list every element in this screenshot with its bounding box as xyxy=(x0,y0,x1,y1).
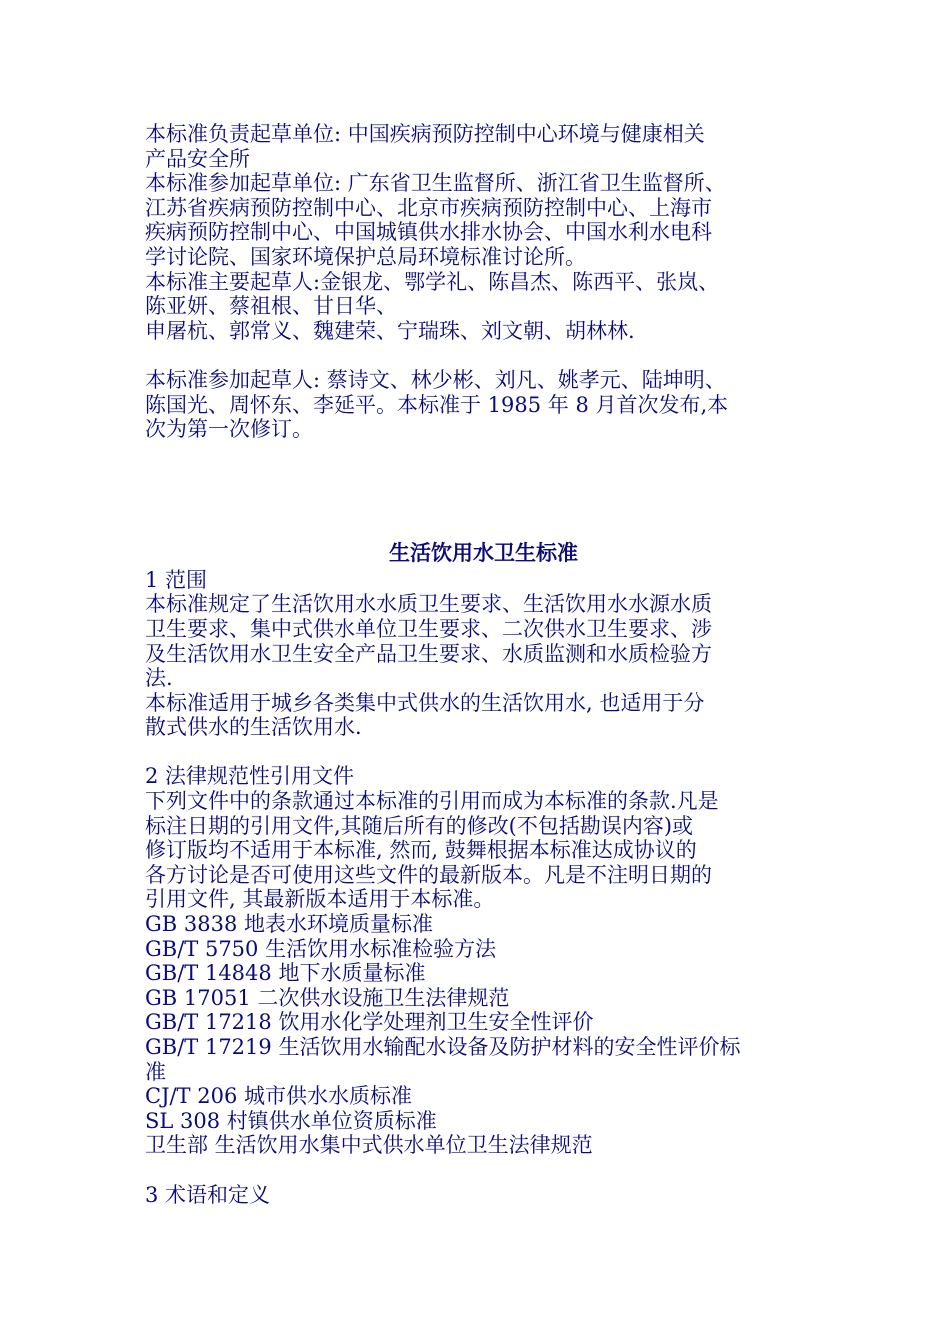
text-line: 准 xyxy=(145,1059,166,1084)
text-line: 标注日期的引用文件,其随后所有的修改(不包括勘误内容)或 xyxy=(145,813,694,838)
text-line: 申屠杭、郭常义、魏建荣、宁瑞珠、刘文朝、胡林林. xyxy=(145,318,635,343)
text-line: GB 17051 二次供水设施卫生法律规范 xyxy=(145,985,510,1010)
text-line: 次为第一次修订。 xyxy=(145,417,313,442)
text-line: 本标准适用于城乡各类集中式供水的生活饮用水, 也适用于分 xyxy=(145,690,705,715)
text-line: 陈亚妍、蔡祖根、甘日华、 xyxy=(145,294,397,319)
blank-line xyxy=(145,1158,817,1183)
blank-line xyxy=(145,343,817,368)
text-line: 修订版均不适用于本标准, 然而, 鼓舞根据本标准达成协议的 xyxy=(145,838,697,863)
text-line: 江苏省疾病预防控制中心、北京市疾病预防控制中心、上海市 xyxy=(145,195,712,220)
preface-section xyxy=(145,122,817,442)
text-line: 2 法律规范性引用文件 xyxy=(145,764,355,789)
text-line: 3 术语和定义 xyxy=(145,1182,271,1207)
text-line: 本标准参加起草单位: 广东省卫生监督所、浙江省卫生监督所、 xyxy=(145,171,726,196)
text-line: 法. xyxy=(145,666,173,691)
text-line: 本标准参加起草人: 蔡诗文、林少彬、刘凡、姚孝元、陆坤明、 xyxy=(145,367,726,392)
text-line: GB/T 17219 生活饮用水输配水设备及防护材料的安全性评价标 xyxy=(145,1035,741,1059)
text-line: 本标准负责起草单位: 中国疾病预防控制中心环境与健康相关 xyxy=(145,122,705,146)
blank-line xyxy=(145,740,817,765)
text-line: 学讨论院、国家环境保护总局环境标准讨论所。 xyxy=(145,244,586,269)
text-line: 产品安全所 xyxy=(145,146,250,171)
text-line: 本标准规定了生活饮用水水质卫生要求、生活饮用水水源水质 xyxy=(145,592,712,617)
document-title: 生活饮用水卫生标准 xyxy=(389,540,578,565)
text-line: 卫生部 生活饮用水集中式供水单位卫生法律规范 xyxy=(145,1133,593,1158)
text-line: 各方讨论是否可使用这些文件的最新版本。凡是不注明日期的 xyxy=(145,862,712,887)
text-line: GB/T 5750 生活饮用水标准检验方法 xyxy=(145,936,497,961)
section-gap xyxy=(145,442,817,538)
body-section xyxy=(145,568,817,1207)
text-line: GB/T 14848 地下水质量标准 xyxy=(145,961,426,986)
text-line: 本标准主要起草人:金银龙、鄂学礼、陈昌杰、陈西平、张岚、 xyxy=(145,269,720,294)
text-line: SL 308 村镇供水单位资质标准 xyxy=(145,1108,437,1133)
text-line: 及生活饮用水卫生安全产品卫生要求、水质监测和水质检验方 xyxy=(145,641,712,666)
text-line: GB/T 17218 饮用水化学处理剂卫生安全性评价 xyxy=(145,1010,594,1035)
text-line: 陈国光、周怀东、李延平。本标准于 1985 年 8 月首次发布,本 xyxy=(145,392,729,417)
text-line: GB 3838 地表水环境质量标准 xyxy=(145,912,434,937)
document-page xyxy=(145,122,817,1207)
text-line: 疾病预防控制中心、中国城镇供水排水协会、中国水利水电科 xyxy=(145,220,712,245)
text-line: 卫生要求、集中式供水单位卫生要求、二次供水卫生要求、涉 xyxy=(145,616,712,641)
text-line: 引用文件, 其最新版本适用于本标准。 xyxy=(145,887,495,912)
text-line: 下列文件中的条款通过本标准的引用而成为本标准的条款.凡是 xyxy=(145,789,719,814)
text-line: 散式供水的生活饮用水. xyxy=(145,715,362,740)
text-line: 1 范围 xyxy=(145,567,208,592)
text-line: CJ/T 206 城市供水水质标准 xyxy=(145,1084,413,1109)
